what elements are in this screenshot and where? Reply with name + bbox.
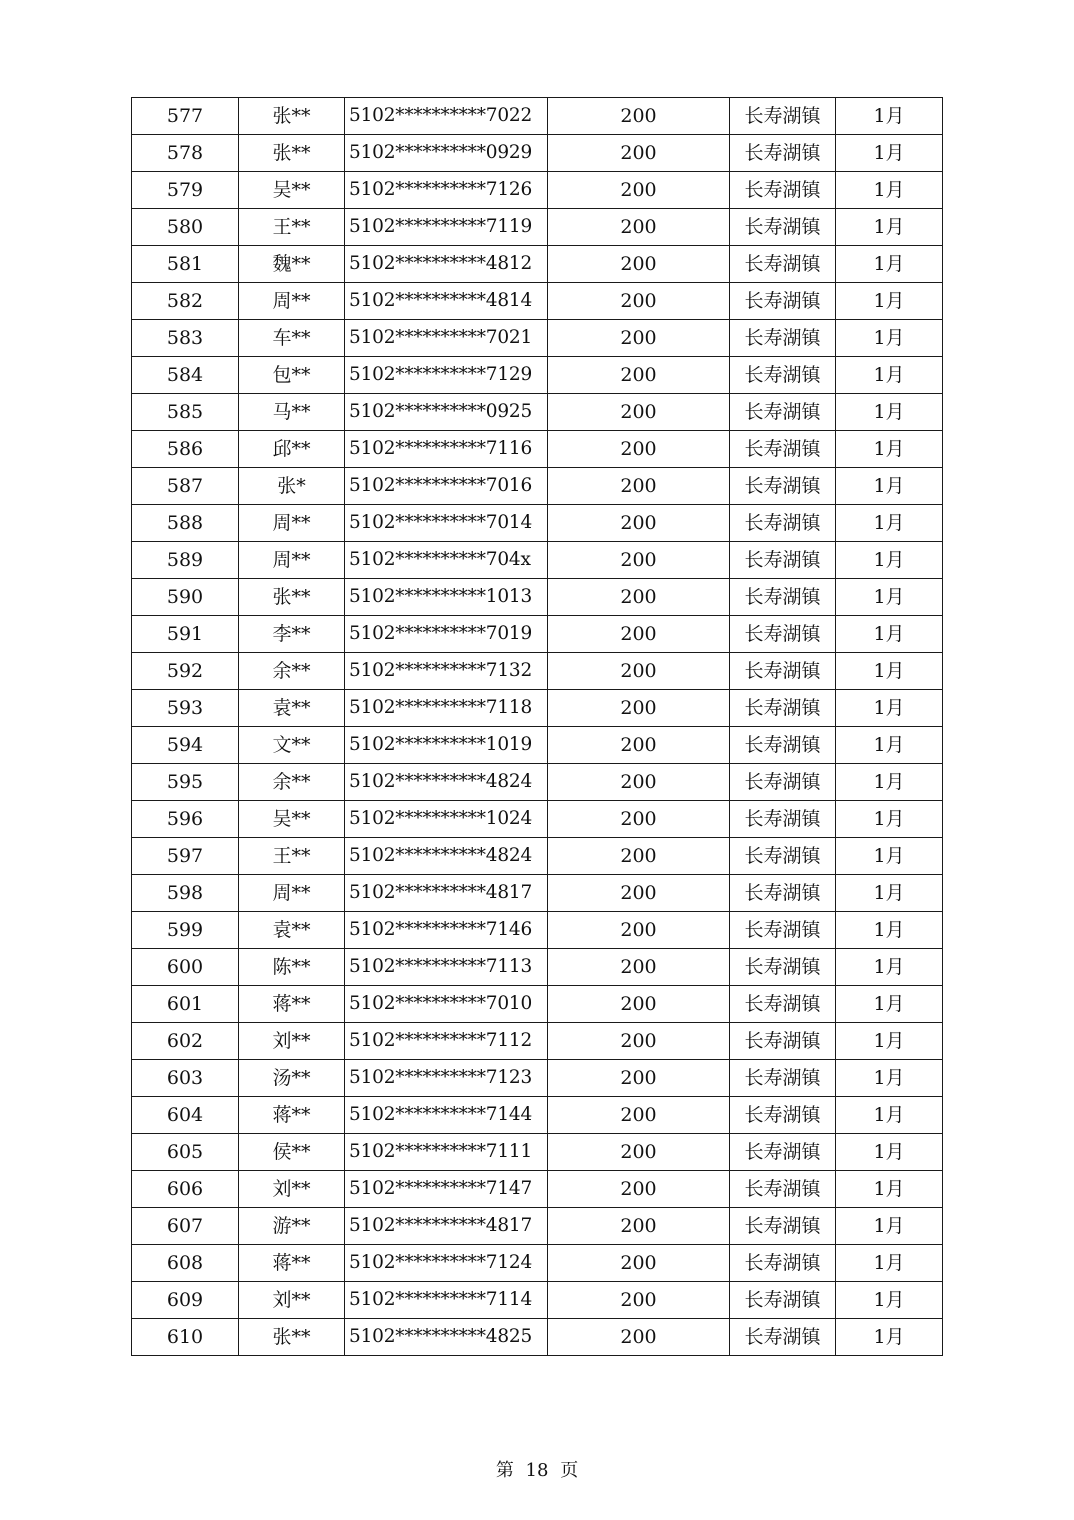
amount-cell: 200 xyxy=(548,875,730,912)
row-number-cell: 592 xyxy=(132,653,239,690)
footer-prefix: 第 xyxy=(495,1460,514,1481)
amount-cell: 200 xyxy=(548,986,730,1023)
table-row xyxy=(132,357,943,394)
row-number-cell: 597 xyxy=(132,838,239,875)
name-cell: 车** xyxy=(239,320,345,357)
row-number-cell: 585 xyxy=(132,394,239,431)
town-cell: 长寿湖镇 xyxy=(730,283,836,320)
row-number-cell: 600 xyxy=(132,949,239,986)
id-number-cell: 5102**********7016 xyxy=(345,468,548,505)
month-cell: 1月 xyxy=(836,172,943,209)
roster-table-body xyxy=(132,98,943,1356)
town-cell: 长寿湖镇 xyxy=(730,98,836,135)
town-cell: 长寿湖镇 xyxy=(730,1060,836,1097)
table-row xyxy=(132,98,943,135)
month-cell: 1月 xyxy=(836,1134,943,1171)
table-row xyxy=(132,1282,943,1319)
town-cell: 长寿湖镇 xyxy=(730,172,836,209)
id-number-cell: 5102**********7146 xyxy=(345,912,548,949)
table-row xyxy=(132,505,943,542)
row-number-cell: 589 xyxy=(132,542,239,579)
table-row xyxy=(132,431,943,468)
month-cell: 1月 xyxy=(836,1171,943,1208)
month-cell: 1月 xyxy=(836,1097,943,1134)
row-number-cell: 609 xyxy=(132,1282,239,1319)
name-cell: 王** xyxy=(239,209,345,246)
amount-cell: 200 xyxy=(548,1245,730,1282)
month-cell: 1月 xyxy=(836,357,943,394)
town-cell: 长寿湖镇 xyxy=(730,209,836,246)
row-number-cell: 598 xyxy=(132,875,239,912)
town-cell: 长寿湖镇 xyxy=(730,616,836,653)
row-number-cell: 591 xyxy=(132,616,239,653)
town-cell: 长寿湖镇 xyxy=(730,468,836,505)
name-cell: 张* xyxy=(239,468,345,505)
month-cell: 1月 xyxy=(836,1282,943,1319)
table-row xyxy=(132,1319,943,1356)
name-cell: 张** xyxy=(239,579,345,616)
name-cell: 邱** xyxy=(239,431,345,468)
town-cell: 长寿湖镇 xyxy=(730,1245,836,1282)
name-cell: 游** xyxy=(239,1208,345,1245)
name-cell: 周** xyxy=(239,505,345,542)
id-number-cell: 5102**********7114 xyxy=(345,1282,548,1319)
town-cell: 长寿湖镇 xyxy=(730,912,836,949)
id-number-cell: 5102**********7010 xyxy=(345,986,548,1023)
id-number-cell: 5102**********4825 xyxy=(345,1319,548,1356)
town-cell: 长寿湖镇 xyxy=(730,653,836,690)
table-row xyxy=(132,468,943,505)
id-number-cell: 5102**********7021 xyxy=(345,320,548,357)
row-number-cell: 587 xyxy=(132,468,239,505)
name-cell: 蒋** xyxy=(239,1245,345,1282)
row-number-cell: 610 xyxy=(132,1319,239,1356)
amount-cell: 200 xyxy=(548,1208,730,1245)
month-cell: 1月 xyxy=(836,949,943,986)
month-cell: 1月 xyxy=(836,1060,943,1097)
id-number-cell: 5102**********7112 xyxy=(345,1023,548,1060)
month-cell: 1月 xyxy=(836,283,943,320)
table-row xyxy=(132,875,943,912)
town-cell: 长寿湖镇 xyxy=(730,246,836,283)
row-number-cell: 605 xyxy=(132,1134,239,1171)
amount-cell: 200 xyxy=(548,616,730,653)
row-number-cell: 599 xyxy=(132,912,239,949)
amount-cell: 200 xyxy=(548,357,730,394)
row-number-cell: 607 xyxy=(132,1208,239,1245)
town-cell: 长寿湖镇 xyxy=(730,838,836,875)
table-row xyxy=(132,616,943,653)
row-number-cell: 579 xyxy=(132,172,239,209)
name-cell: 余** xyxy=(239,764,345,801)
amount-cell: 200 xyxy=(548,98,730,135)
town-cell: 长寿湖镇 xyxy=(730,801,836,838)
name-cell: 李** xyxy=(239,616,345,653)
name-cell: 袁** xyxy=(239,912,345,949)
amount-cell: 200 xyxy=(548,1097,730,1134)
name-cell: 陈** xyxy=(239,949,345,986)
row-number-cell: 593 xyxy=(132,690,239,727)
name-cell: 蒋** xyxy=(239,1097,345,1134)
amount-cell: 200 xyxy=(548,135,730,172)
month-cell: 1月 xyxy=(836,468,943,505)
name-cell: 马** xyxy=(239,394,345,431)
footer-suffix: 页 xyxy=(560,1460,579,1481)
name-cell: 文** xyxy=(239,727,345,764)
table-row xyxy=(132,320,943,357)
row-number-cell: 608 xyxy=(132,1245,239,1282)
amount-cell: 200 xyxy=(548,838,730,875)
month-cell: 1月 xyxy=(836,875,943,912)
month-cell: 1月 xyxy=(836,616,943,653)
id-number-cell: 5102**********0929 xyxy=(345,135,548,172)
table-row xyxy=(132,1060,943,1097)
table-row xyxy=(132,394,943,431)
id-number-cell: 5102**********7124 xyxy=(345,1245,548,1282)
table-row xyxy=(132,949,943,986)
table-row xyxy=(132,1245,943,1282)
row-number-cell: 595 xyxy=(132,764,239,801)
table-row xyxy=(132,579,943,616)
month-cell: 1月 xyxy=(836,1319,943,1356)
amount-cell: 200 xyxy=(548,690,730,727)
town-cell: 长寿湖镇 xyxy=(730,579,836,616)
table-row xyxy=(132,764,943,801)
name-cell: 张** xyxy=(239,98,345,135)
town-cell: 长寿湖镇 xyxy=(730,1134,836,1171)
id-number-cell: 5102**********4824 xyxy=(345,764,548,801)
name-cell: 吴** xyxy=(239,801,345,838)
table-row xyxy=(132,912,943,949)
amount-cell: 200 xyxy=(548,468,730,505)
id-number-cell: 5102**********7132 xyxy=(345,653,548,690)
name-cell: 周** xyxy=(239,283,345,320)
town-cell: 长寿湖镇 xyxy=(730,431,836,468)
name-cell: 魏** xyxy=(239,246,345,283)
amount-cell: 200 xyxy=(548,431,730,468)
id-number-cell: 5102**********4817 xyxy=(345,875,548,912)
month-cell: 1月 xyxy=(836,653,943,690)
id-number-cell: 5102**********0925 xyxy=(345,394,548,431)
table-row xyxy=(132,283,943,320)
id-number-cell: 5102**********4817 xyxy=(345,1208,548,1245)
table-row xyxy=(132,1097,943,1134)
month-cell: 1月 xyxy=(836,801,943,838)
amount-cell: 200 xyxy=(548,246,730,283)
month-cell: 1月 xyxy=(836,542,943,579)
page-footer xyxy=(0,1456,1074,1482)
amount-cell: 200 xyxy=(548,1134,730,1171)
table-row xyxy=(132,1208,943,1245)
table-row xyxy=(132,1023,943,1060)
town-cell: 长寿湖镇 xyxy=(730,690,836,727)
month-cell: 1月 xyxy=(836,838,943,875)
id-number-cell: 5102**********1013 xyxy=(345,579,548,616)
row-number-cell: 590 xyxy=(132,579,239,616)
month-cell: 1月 xyxy=(836,986,943,1023)
month-cell: 1月 xyxy=(836,246,943,283)
town-cell: 长寿湖镇 xyxy=(730,394,836,431)
amount-cell: 200 xyxy=(548,727,730,764)
name-cell: 刘** xyxy=(239,1023,345,1060)
row-number-cell: 602 xyxy=(132,1023,239,1060)
id-number-cell: 5102**********704x xyxy=(345,542,548,579)
month-cell: 1月 xyxy=(836,1245,943,1282)
roster-table xyxy=(131,97,943,1356)
name-cell: 袁** xyxy=(239,690,345,727)
row-number-cell: 580 xyxy=(132,209,239,246)
name-cell: 张** xyxy=(239,1319,345,1356)
amount-cell: 200 xyxy=(548,1319,730,1356)
id-number-cell: 5102**********4812 xyxy=(345,246,548,283)
row-number-cell: 603 xyxy=(132,1060,239,1097)
town-cell: 长寿湖镇 xyxy=(730,320,836,357)
row-number-cell: 586 xyxy=(132,431,239,468)
month-cell: 1月 xyxy=(836,209,943,246)
month-cell: 1月 xyxy=(836,505,943,542)
row-number-cell: 578 xyxy=(132,135,239,172)
name-cell: 刘** xyxy=(239,1282,345,1319)
town-cell: 长寿湖镇 xyxy=(730,357,836,394)
month-cell: 1月 xyxy=(836,431,943,468)
name-cell: 汤** xyxy=(239,1060,345,1097)
town-cell: 长寿湖镇 xyxy=(730,949,836,986)
name-cell: 周** xyxy=(239,875,345,912)
table-row xyxy=(132,135,943,172)
row-number-cell: 606 xyxy=(132,1171,239,1208)
name-cell: 王** xyxy=(239,838,345,875)
table-row xyxy=(132,801,943,838)
row-number-cell: 596 xyxy=(132,801,239,838)
month-cell: 1月 xyxy=(836,1208,943,1245)
month-cell: 1月 xyxy=(836,690,943,727)
town-cell: 长寿湖镇 xyxy=(730,542,836,579)
amount-cell: 200 xyxy=(548,1171,730,1208)
month-cell: 1月 xyxy=(836,320,943,357)
month-cell: 1月 xyxy=(836,1023,943,1060)
town-cell: 长寿湖镇 xyxy=(730,764,836,801)
amount-cell: 200 xyxy=(548,653,730,690)
id-number-cell: 5102**********7111 xyxy=(345,1134,548,1171)
id-number-cell: 5102**********7022 xyxy=(345,98,548,135)
table-row xyxy=(132,986,943,1023)
id-number-cell: 5102**********7116 xyxy=(345,431,548,468)
amount-cell: 200 xyxy=(548,1282,730,1319)
row-number-cell: 582 xyxy=(132,283,239,320)
row-number-cell: 604 xyxy=(132,1097,239,1134)
table-row xyxy=(132,838,943,875)
amount-cell: 200 xyxy=(548,542,730,579)
id-number-cell: 5102**********1024 xyxy=(345,801,548,838)
amount-cell: 200 xyxy=(548,283,730,320)
page-number: 18 xyxy=(525,1460,549,1481)
town-cell: 长寿湖镇 xyxy=(730,1319,836,1356)
row-number-cell: 581 xyxy=(132,246,239,283)
month-cell: 1月 xyxy=(836,912,943,949)
month-cell: 1月 xyxy=(836,579,943,616)
table-row xyxy=(132,653,943,690)
name-cell: 包** xyxy=(239,357,345,394)
town-cell: 长寿湖镇 xyxy=(730,1097,836,1134)
row-number-cell: 584 xyxy=(132,357,239,394)
row-number-cell: 583 xyxy=(132,320,239,357)
id-number-cell: 5102**********7119 xyxy=(345,209,548,246)
name-cell: 周** xyxy=(239,542,345,579)
name-cell: 侯** xyxy=(239,1134,345,1171)
month-cell: 1月 xyxy=(836,135,943,172)
town-cell: 长寿湖镇 xyxy=(730,505,836,542)
id-number-cell: 5102**********7014 xyxy=(345,505,548,542)
id-number-cell: 5102**********1019 xyxy=(345,727,548,764)
id-number-cell: 5102**********7129 xyxy=(345,357,548,394)
id-number-cell: 5102**********7019 xyxy=(345,616,548,653)
table-row xyxy=(132,172,943,209)
amount-cell: 200 xyxy=(548,912,730,949)
row-number-cell: 588 xyxy=(132,505,239,542)
row-number-cell: 594 xyxy=(132,727,239,764)
town-cell: 长寿湖镇 xyxy=(730,875,836,912)
month-cell: 1月 xyxy=(836,764,943,801)
table-row xyxy=(132,246,943,283)
amount-cell: 200 xyxy=(548,320,730,357)
amount-cell: 200 xyxy=(548,1023,730,1060)
name-cell: 余** xyxy=(239,653,345,690)
amount-cell: 200 xyxy=(548,949,730,986)
id-number-cell: 5102**********7113 xyxy=(345,949,548,986)
table-row xyxy=(132,209,943,246)
name-cell: 刘** xyxy=(239,1171,345,1208)
table-row xyxy=(132,1134,943,1171)
month-cell: 1月 xyxy=(836,727,943,764)
amount-cell: 200 xyxy=(548,764,730,801)
name-cell: 吴** xyxy=(239,172,345,209)
amount-cell: 200 xyxy=(548,505,730,542)
row-number-cell: 577 xyxy=(132,98,239,135)
id-number-cell: 5102**********7123 xyxy=(345,1060,548,1097)
id-number-cell: 5102**********4814 xyxy=(345,283,548,320)
town-cell: 长寿湖镇 xyxy=(730,1023,836,1060)
id-number-cell: 5102**********7147 xyxy=(345,1171,548,1208)
table-row xyxy=(132,727,943,764)
town-cell: 长寿湖镇 xyxy=(730,1171,836,1208)
town-cell: 长寿湖镇 xyxy=(730,1282,836,1319)
name-cell: 蒋** xyxy=(239,986,345,1023)
table-row xyxy=(132,690,943,727)
amount-cell: 200 xyxy=(548,801,730,838)
table-row xyxy=(132,1171,943,1208)
amount-cell: 200 xyxy=(548,1060,730,1097)
table-row xyxy=(132,542,943,579)
town-cell: 长寿湖镇 xyxy=(730,986,836,1023)
id-number-cell: 5102**********7126 xyxy=(345,172,548,209)
id-number-cell: 5102**********4824 xyxy=(345,838,548,875)
amount-cell: 200 xyxy=(548,394,730,431)
month-cell: 1月 xyxy=(836,98,943,135)
town-cell: 长寿湖镇 xyxy=(730,1208,836,1245)
id-number-cell: 5102**********7118 xyxy=(345,690,548,727)
amount-cell: 200 xyxy=(548,209,730,246)
town-cell: 长寿湖镇 xyxy=(730,727,836,764)
town-cell: 长寿湖镇 xyxy=(730,135,836,172)
name-cell: 张** xyxy=(239,135,345,172)
month-cell: 1月 xyxy=(836,394,943,431)
amount-cell: 200 xyxy=(548,172,730,209)
row-number-cell: 601 xyxy=(132,986,239,1023)
amount-cell: 200 xyxy=(548,579,730,616)
id-number-cell: 5102**********7144 xyxy=(345,1097,548,1134)
